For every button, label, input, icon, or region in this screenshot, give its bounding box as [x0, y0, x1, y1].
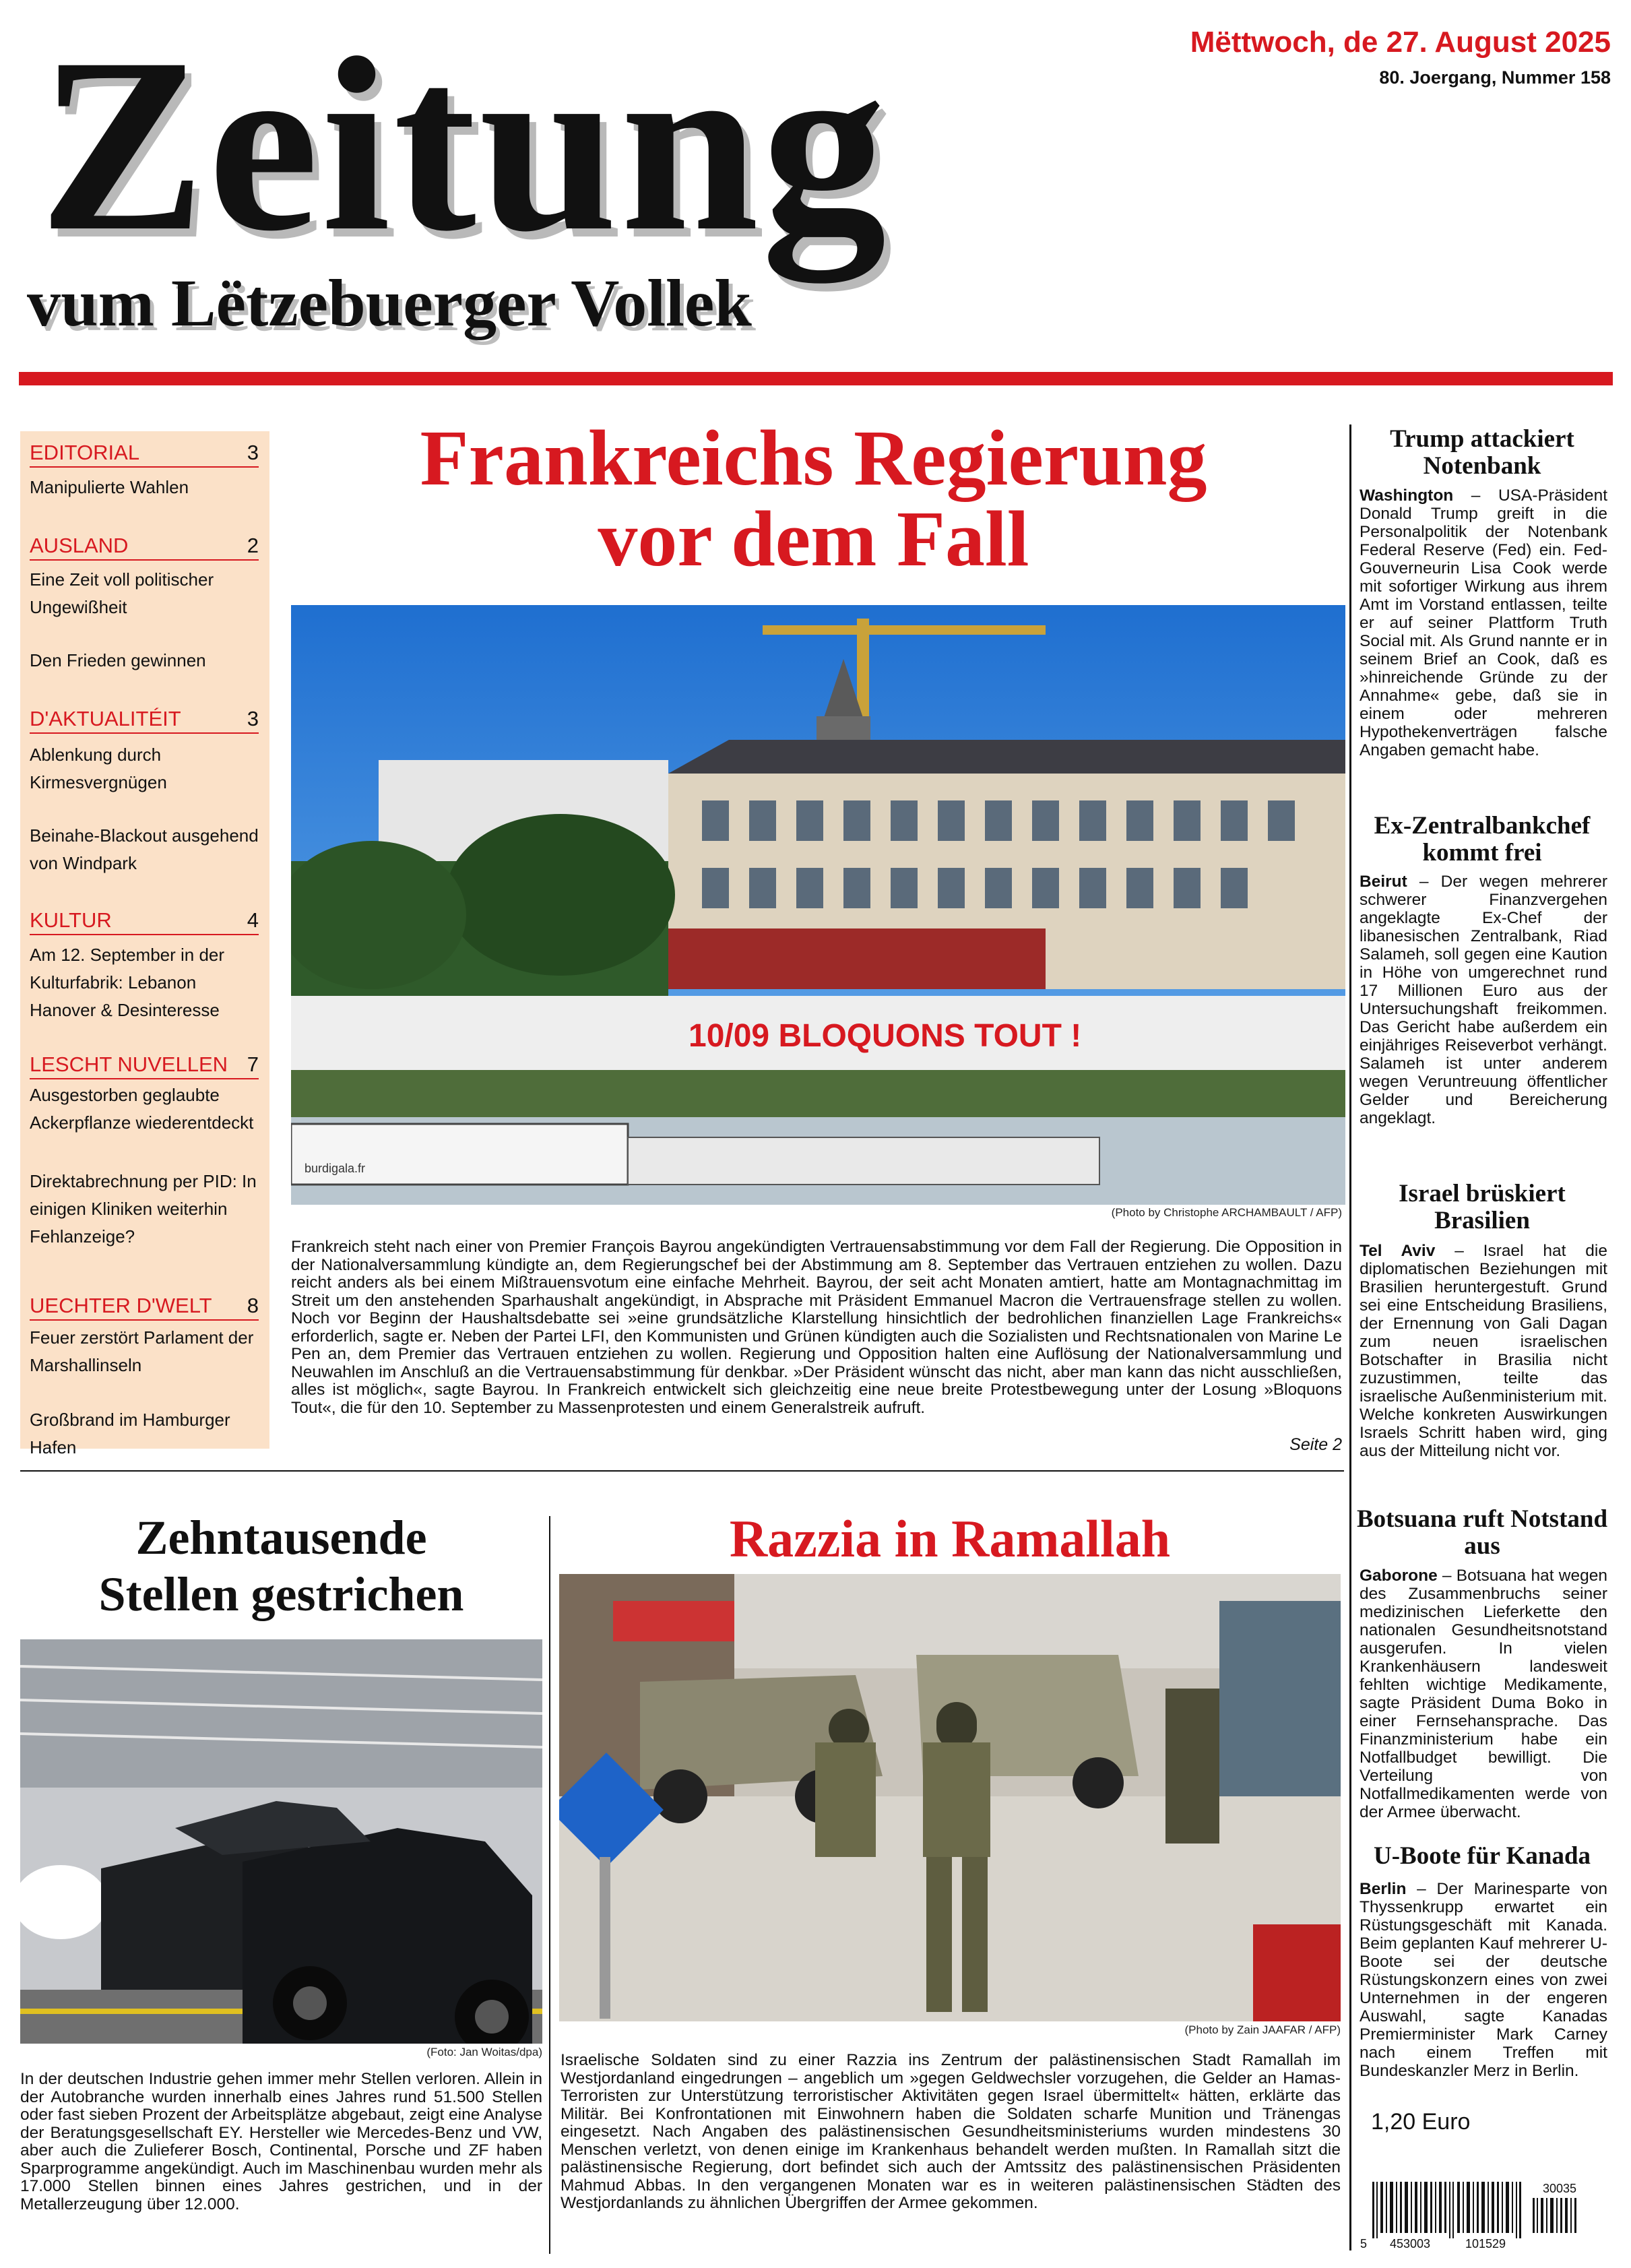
- index-item[interactable]: Eine Zeit voll politischer Ungewißheit: [30, 569, 214, 617]
- brief-headline[interactable]: Botsuana ruft Notstand aus: [1356, 1505, 1608, 1560]
- brief-headline[interactable]: U-Boote für Kanada: [1373, 1842, 1591, 1870]
- lead-photo-credit: (Photo by Christophe ARCHAMBAULT / AFP): [1111, 1206, 1342, 1219]
- left-story-photo-credit: (Foto: Jan Woitas/dpa): [426, 2046, 542, 2058]
- brief-body: Washington – USA-Präsident Donald Trump greift in die Personalpolitik der Notenbank Federal Reserve (Fed) ein. Fed-Gouverneurin Lisa Cook werde mit sofortiger Wirkung aus ihrem Amt im Vorstand entlassen, teilte er auf seiner Plattform Truth Social mit. Als Grund nannte er in seinem Brief an Cook, daß es »hinreichende Gründe zu der Annahme« gebe, daß sie in einem oder mehreren Hypothekenverträgen falsche Angaben gemacht habe.: [1360, 486, 1607, 759]
- brief-headline[interactable]: Trump attackiert Notenbank: [1390, 425, 1574, 480]
- brief-body: Gaborone – Botsuana hat wegen des Zusammenbruchs seiner medizinischen Lieferkette den nationalen Gesundheitsnotstand ausgerufen. In vielen Krankenhäusern landesweit fehlten wichtige Medikamente, sagte Präsident Duma Boko in einer Fernsehansprache. Das Finanzministerium habe ein Notfallbudget bewilligt. Die Verteilung von Notfallmedikamenten werde von der Armee überwacht.: [1360, 1567, 1607, 1821]
- lead-continued-link[interactable]: Seite 2: [1289, 1435, 1342, 1454]
- index-item[interactable]: Manipulierte Wahlen: [30, 477, 189, 497]
- protest-banner-text: 10/09 BLOQUONS TOUT !: [689, 1018, 1082, 1054]
- left-story-headline[interactable]: Zehntausende Stellen gestrichen: [98, 1511, 464, 1621]
- brief-headline[interactable]: Israel brüskiert Brasilien: [1399, 1180, 1566, 1234]
- index-section-kultur[interactable]: KULTUR 4: [30, 907, 259, 935]
- index-section-editorial[interactable]: EDITORIAL 3: [30, 439, 259, 468]
- index-item[interactable]: Den Frieden gewinnen: [30, 650, 206, 670]
- column-rule: [1349, 424, 1351, 2250]
- price-label: 1,20 Euro: [1371, 2109, 1471, 2135]
- index-item[interactable]: Beinahe-Blackout ausgehend von Windpark: [30, 825, 259, 873]
- lead-headline[interactable]: Frankreichs Regierung vor dem Fall: [420, 414, 1207, 583]
- index-item[interactable]: Feuer zerstört Parlament der Marshallinseln: [30, 1327, 254, 1375]
- barcode: [1357, 2178, 1613, 2250]
- mid-story-headline[interactable]: Razzia in Ramallah: [729, 1509, 1171, 1568]
- issue-number: 80. Joergang, Nummer 158: [1379, 67, 1611, 88]
- mid-story-photo: [559, 1574, 1341, 2021]
- index-section-lescht-nuvellen[interactable]: LESCHT NUVELLEN 7: [30, 1051, 259, 1079]
- boat-label: burdigala.fr: [305, 1162, 366, 1175]
- index-item[interactable]: Direktabrechnung per PID: In einigen Kliniken weiterhin Fehlanzeige?: [30, 1171, 257, 1247]
- index-item[interactable]: Am 12. September in der Kulturfabrik: Lebanon Hanover & Desinteresse: [30, 945, 225, 1020]
- mid-story-photo-credit: (Photo by Zain JAAFAR / AFP): [1184, 2023, 1341, 2036]
- masthead-title: Zeitung: [39, 7, 889, 283]
- masthead-rule: [19, 372, 1613, 385]
- brief-headline[interactable]: Ex-Zentralbankchef kommt frei: [1374, 812, 1591, 867]
- brief-body: Tel Aviv – Israel hat die diplomatischen Beziehungen mit Brasilien heruntergestuft. Grund sei eine Entscheidung Brasiliens, der Ernennung von Gali Dagan zum neuen israelischen Botschafter in Brasilia nicht zuzustimmen, teilte das israelische Außenministerium mit. Welche konkreten Auswirkungen Israels Schritt haben wird, ging aus der Mitteilung nicht vor.: [1360, 1242, 1607, 1460]
- barcode-digits-right: 101529: [1465, 2237, 1506, 2250]
- left-story-photo: [20, 1639, 542, 2044]
- index-item[interactable]: Ablenkung durch Kirmesvergnügen: [30, 745, 167, 792]
- lead-body: Frankreich steht nach einer von Premier François Bayrou angekündigten Vertrauensabstimmung vor dem Fall der Regierung. Die Opposition in der Nationalversammlung kündigte an, dem Regierungschef bei der Abstimmung am 8. September das Vertrauen entziehen zu wollen. Dazu reicht anders als bei einem Mißtrauensvotum eine einfache Mehrheit. Bayrou, der seit acht Monaten amtiert, hatte am Montagnachmittag im Streit um den anstehenden Sparhaushalt angekündigt, in Absprache mit Präsident Emmanuel Macron die Vertrauensfrage stellen zu wollen. Noch vor Beginn der Haushaltsdebatte sei »eine grundsätzliche Klarstellung hinsichtlich der bedrohlichen finanziellen Lage Frankreichs« erforderlich, sagte er. Neben der Partei LFI, den Kommunisten und Grünen kündigten auch die Sozialisten und Rechtsnationalen von Marine Le Pen an, dem Premier das Vertrauen entziehen zu wollen. Regierung und Opposition halten eine Auflösung der Nationalversammlung und Neuwahlen im Anschluß an die Vertrauensabstimmung für denkbar. »Der Präsident wünscht das nicht, aber man kann das nicht ausschließen, alles ist möglich«, sagte Bayrou. In Frankreich entwickelt sich gleichzeitig eine neue breite Protestbewegung unter der Losung »Bloquons Tout«, die für den 10. September zu Massenprotesten und einem Generalstreik aufruft.: [291, 1238, 1342, 1417]
- index-section-ausland[interactable]: AUSLAND 2: [30, 532, 259, 561]
- index-item[interactable]: Ausgestorben geglaubte Ackerpflanze wiederentdeckt: [30, 1085, 254, 1133]
- issue-date: Mëttwoch, de 27. August 2025: [1190, 26, 1611, 59]
- lead-photo: [291, 605, 1345, 1205]
- barcode-digit-left: 5: [1360, 2237, 1368, 2250]
- left-story-body: In der deutschen Industrie gehen immer mehr Stellen verloren. Allein in der Autobranche wurden innerhalb eines Jahres rund 51.500 Stellen oder fast sieben Prozent der Arbeitsplätze abgebaut, zeigt eine Analyse der Beratungsgesellschaft EY. Hersteller wie Mercedes-Benz und VW, aber auch die Zulieferer Bosch, Continental, Porsche und ZF haben Sparprogramme angekündigt. Auch im Maschinenbau wurden mehr als 17.000 Stellen binnen eines Jahres gestrichen, und in der Metallerzeugung über 12.000.: [20, 2070, 542, 2213]
- index-section-uechter-dwelt[interactable]: UECHTER D'WELT 8: [30, 1292, 259, 1321]
- barcode-digits-top: 30035: [1543, 2182, 1577, 2195]
- index-section-aktualiteit[interactable]: D'AKTUALITÉIT 3: [30, 705, 259, 734]
- mid-story-body: Israelische Soldaten sind zu einer Razzia ins Zentrum der palästinensischen Stadt Ramallah im Westjordanland eingedrungen – angeblich um »gegen Geldwechsler vorzugehen, die Gelder an Hamas-Terroristen zur Unterstützung terroristischer Aktivitäten gegen Israel übermittelt« hätten, erklärte das Militär. Bei Konfrontationen mit Einwohnern haben die Soldaten scharfe Munition und Tränengas eingesetzt. Nach Angaben des palästinensischen Gesundheitsministeriums wurden mindestens 30 Menschen verletzt, von denen einige im Krankenhaus behandelt werden mußten. In Ramallah sitzt die palästinensische Regierung, dort befindet sich auch der Amtssitz des palästinensischen Präsidenten Mahmud Abbas. In den vergangenen Monaten war es in weiteren palästinensischen Städten des Westjordanlands zu ähnlichen Übergriffen der Armee gekommen.: [561, 2051, 1341, 2212]
- column-rule: [549, 1516, 550, 2254]
- masthead-subtitle: vum Lëtzebuerger Vollek: [27, 265, 752, 340]
- index-sidebar: [20, 431, 269, 1457]
- brief-body: Berlin – Der Marinesparte von Thyssenkrupp erwartet ein Rüstungsgeschäft mit Kanada. Beim geplanten Kauf mehrerer U-Boote sei der deutsche Rüstungskonzern eines von zwei Unternehmen in der engeren Auswahl, sagte Kanadas Premierminister Mark Carney nach einem Treffen mit Bundeskanzler Merz in Berlin.: [1360, 1880, 1607, 2080]
- brief-body: Beirut – Der wegen mehrerer schwerer Finanzvergehen angeklagte Ex-Chef der libanesischen Zentralbank, Riad Salameh, soll gegen eine Kaution in Höhe von umgerechnet rund 17 Millionen Euro aus der Untersuchungshaft freikommen. Das Gericht habe außerdem ein einjähriges Reiseverbot verhängt. Salameh ist unter anderem wegen Veruntreuung öffentlicher Gelder und Bereicherung angeklagt.: [1360, 873, 1607, 1127]
- section-rule: [20, 1470, 1344, 1472]
- index-item[interactable]: Großbrand im Hamburger Hafen: [30, 1410, 230, 1457]
- barcode-digits-middle: 453003: [1390, 2237, 1431, 2250]
